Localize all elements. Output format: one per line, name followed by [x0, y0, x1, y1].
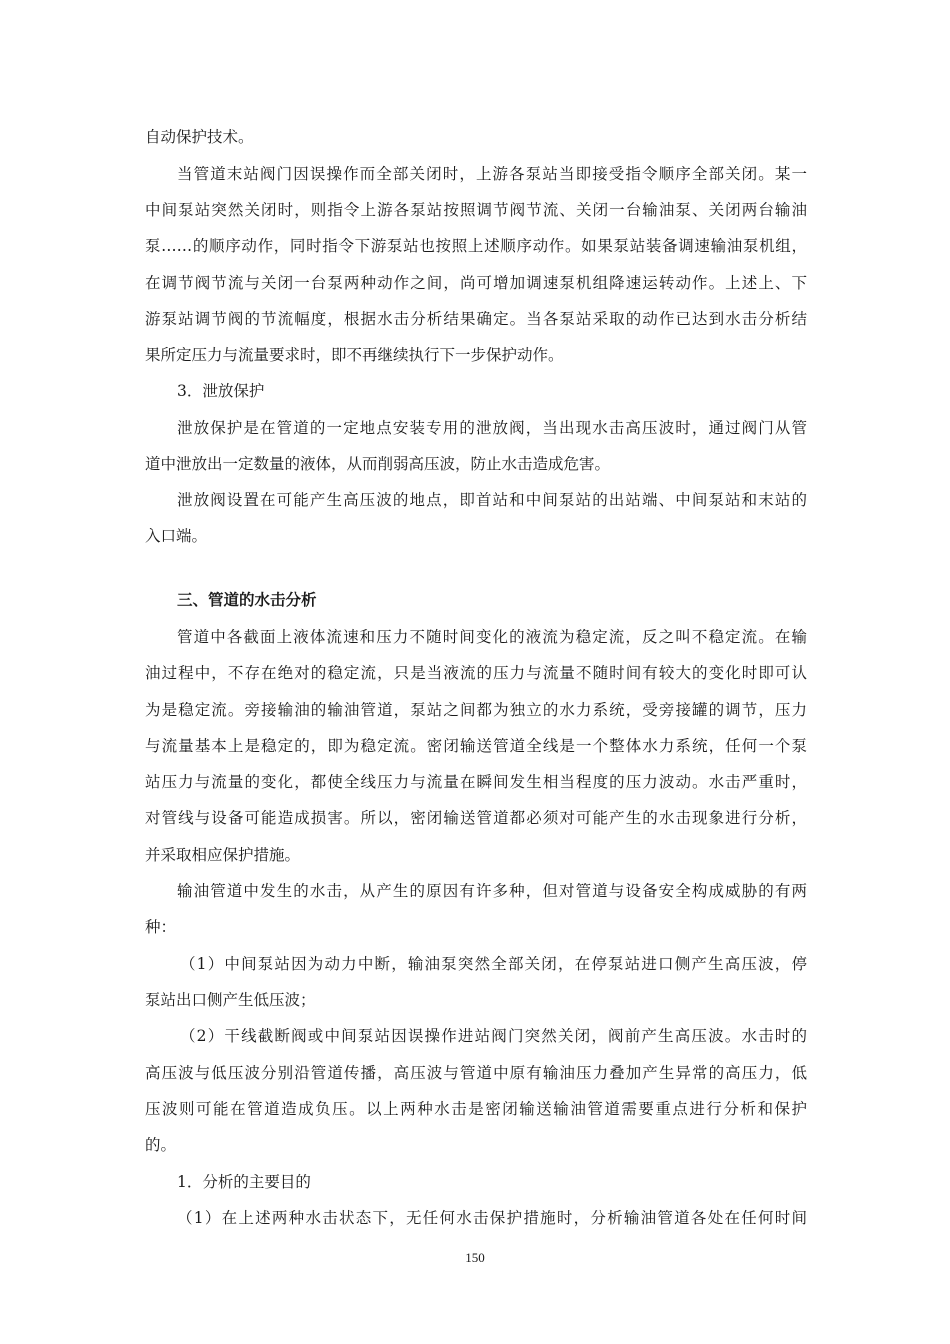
text-line: 管道中各截面上液体流速和压力不随时间变化的液流为稳定流，反之叫不稳定流。在输 — [177, 628, 807, 646]
text-line: 输油管道中发生的水击，从产生的原因有许多种，但对管道与设备安全构成威胁的有两 — [177, 882, 807, 900]
text-line: 中间泵站突然关闭时，则指令上游各泵站按照调节阀节流、关闭一台输油泵、关闭两台输油 — [145, 201, 807, 219]
section-heading: 1．分析的主要目的 — [177, 1173, 311, 1191]
text-line: 在调节阀节流与关闭一台泵两种动作之间，尚可增加调速泵机组降速运转动作。上述上、下 — [145, 274, 807, 292]
text-line: 道中泄放出一定数量的液体，从而削弱高压波，防止水击造成危害。 — [145, 455, 611, 473]
list-item: （2）干线截断阀或中间泵站因误操作进站阀门突然关闭，阀前产生高压波。水击时的 — [180, 1027, 807, 1045]
section-heading: 3．泄放保护 — [177, 382, 265, 400]
text-line: 当管道末站阀门因误操作而全部关闭时，上游各泵站当即接受指令顺序全部关闭。某一 — [177, 165, 807, 183]
text-line: 对管线与设备可能造成损害。所以，密闭输送管道都必须对可能产生的水击现象进行分析， — [145, 809, 807, 827]
text-line: 泄放阀设置在可能产生高压波的地点，即首站和中间泵站的出站端、中间泵站和末站的 — [177, 491, 807, 509]
text-line: 泵站出口侧产生低压波； — [145, 991, 316, 1009]
text-line: 的。 — [145, 1136, 177, 1154]
text-line: 站压力与流量的变化，都使全线压力与流量在瞬间发生相当程度的压力波动。水击严重时， — [145, 773, 807, 791]
text-line: 泵……的顺序动作，同时指令下游泵站也按照上述顺序动作。如果泵站装备调速输油泵机组， — [145, 237, 807, 255]
text-line: 油过程中，不存在绝对的稳定流，只是当液流的压力与流量不随时间有较大的变化时即可认 — [145, 664, 807, 682]
page-number: 150 — [465, 1250, 485, 1265]
chapter-heading: 三、管道的水击分析 — [177, 591, 317, 609]
text-line: 并采取相应保护措施。 — [145, 846, 301, 864]
text-line: 为是稳定流。旁接输油的输油管道，泵站之间都为独立的水力系统，受旁接罐的调节，压力 — [145, 701, 807, 719]
text-line: 果所定压力与流量要求时，即不再继续执行下一步保护动作。 — [145, 346, 564, 364]
list-item: （1）中间泵站因为动力中断，输油泵突然全部关闭，在停泵站进口侧产生高压波，停 — [180, 955, 807, 973]
text-line: 入口端。 — [145, 527, 208, 545]
text-line: 自动保护技术。 — [145, 128, 254, 146]
text-line: 泄放保护是在管道的一定地点安装专用的泄放阀，当出现水击高压波时，通过阀门从管 — [177, 419, 807, 437]
text-line: 种： — [145, 918, 177, 936]
text-line: 与流量基本上是稳定的，即为稳定流。密闭输送管道全线是一个整体水力系统，任何一个泵 — [145, 737, 807, 755]
text-line: 高压波与低压波分别沿管道传播，高压波与管道中原有输油压力叠加产生异常的高压力，低 — [145, 1064, 807, 1082]
text-line: 游泵站调节阀的节流幅度，根据水击分析结果确定。当各泵站采取的动作已达到水击分析结 — [145, 310, 807, 328]
text-line: 压波则可能在管道造成负压。以上两种水击是密闭输送输油管道需要重点进行分析和保护 — [145, 1100, 807, 1118]
list-item: （1）在上述两种水击状态下，无任何水击保护措施时，分析输油管道各处在任何时间 — [177, 1209, 807, 1227]
